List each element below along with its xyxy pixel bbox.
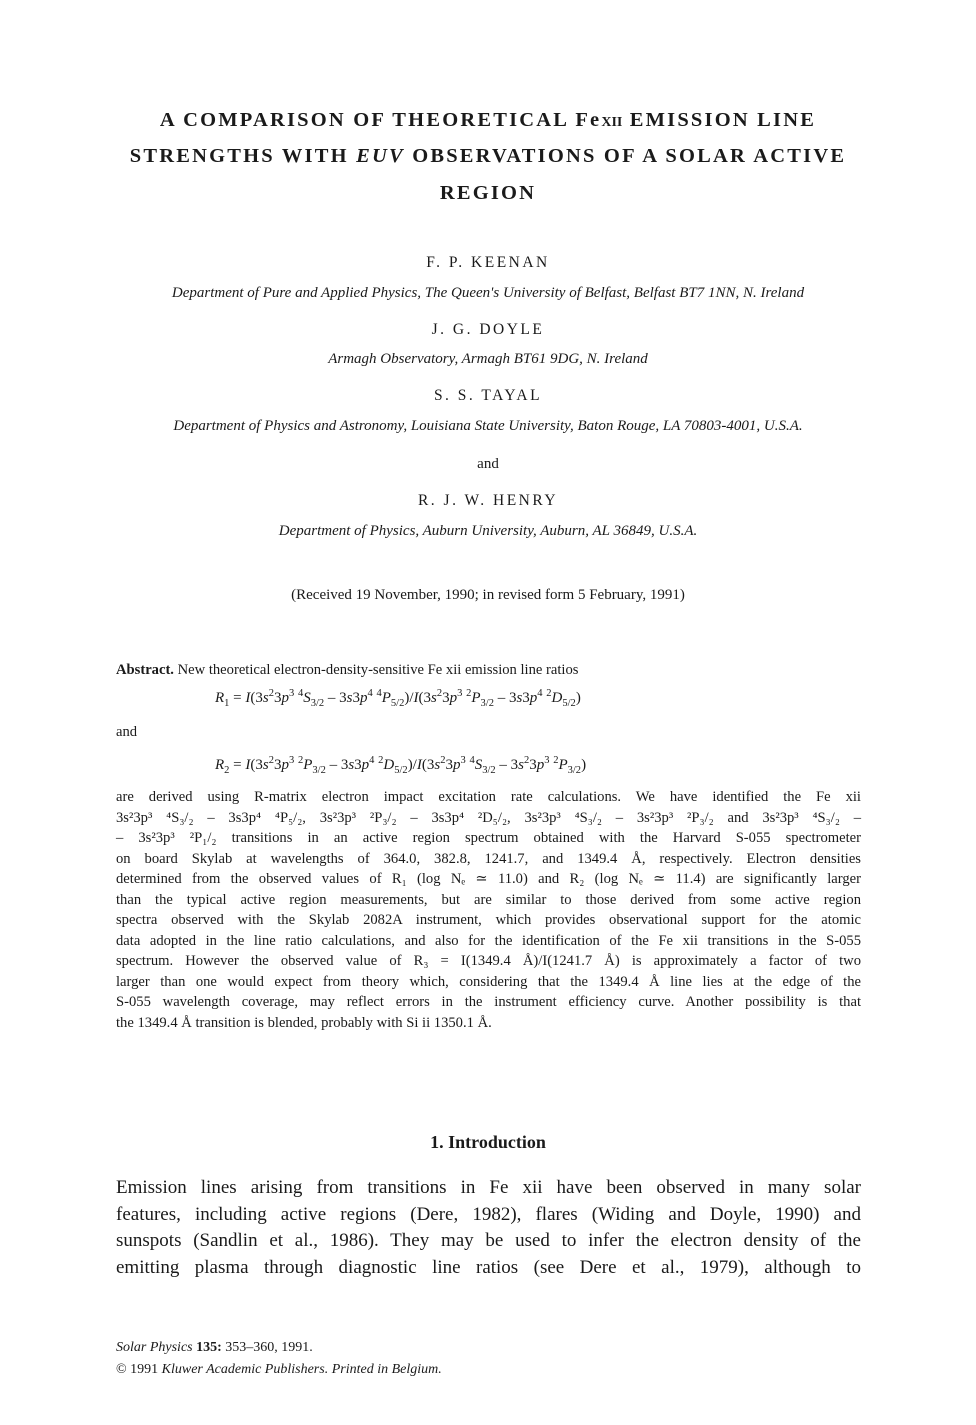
abstract-line: than the typical active region measurements, but are similar to those derived from some active region: [116, 891, 861, 908]
paper-title-line-1: A COMPARISON OF THEORETICAL Fexii EMISSION LINE: [159, 109, 817, 131]
abstract-line: on board Skylab at wavelengths of 364.0, 382.8, 1241.7, and 1349.4 Å, respectively. Electron densities: [116, 850, 861, 867]
author-affiliation-doyle: Armagh Observatory, Armagh BT61 9DG, N. Ireland: [328, 351, 648, 367]
abstract-line: – 3s²3p³ ²P₁/₂ transitions in an active region spectrum obtained with the Harvard S-055 spectrometer: [116, 830, 861, 846]
footer-citation: Solar Physics 135: 353–360, 1991.: [116, 1340, 313, 1355]
abstract-line: are derived using R-matrix electron impact excitation rate calculations. We have identified the Fe xii: [116, 789, 861, 805]
abstract-line: larger than one would expect from theory which, considering that the 1349.4 Å line lies at the edge of the: [116, 973, 861, 990]
author-name-henry: R. J. W. HENRY: [417, 492, 559, 509]
body-line: emitting plasma through diagnostic line ratios (see Dere et al., 1979), although to: [116, 1256, 861, 1278]
abstract-line: the 1349.4 Å transition is blended, probably with Si ii 1350.1 Å.: [116, 1014, 492, 1031]
author-name-keenan: F. P. KEENAN: [426, 254, 550, 271]
abstract-line: 3s²3p³ ⁴S₃/₂ – 3s3p⁴ ⁴P₅/₂, 3s²3p³ ²P₃/₂ – 3s3p⁴ ²D₅/₂, 3s²3p³ ⁴S₃/₂ – 3s²3p³ ²P₃/₂ and 3s²3p³ ⁴S₃/₂ –: [116, 809, 861, 826]
abstract-intro-text: New theoretical electron-density-sensitive Fe xii emission line ratios: [177, 662, 579, 678]
author-affiliation-keenan: Department of Pure and Applied Physics, The Queen's University of Belfast, Belfast BT7 1NN, N. Ireland: [171, 285, 805, 301]
authors-and: and: [477, 456, 499, 472]
body-line: features, including active regions (Dere, 1982), flares (Widing and Doyle, 1990) and: [116, 1203, 861, 1225]
paper-title-line-2: STRENGTHS WITH EUV OBSERVATIONS OF A SOLAR ACTIVE: [129, 145, 847, 167]
abstract-body: [116, 787, 861, 1033]
paper-title-line-3: REGION: [439, 182, 537, 204]
equation-r2: $R_2 = I(3s^23p^3$ $^2P_{3/2} - 3s3p^4$ $^2D_{5/2})/I(3s^23p^3$ $^4S_{3/2} - 3s^23p^3$ $^2P_{3/2}$): [215, 755, 587, 776]
abstract-and: and: [116, 724, 138, 740]
received-dates: (Received 19 November, 1990; in revised form 5 February, 1991): [291, 587, 685, 603]
abstract-line: S-055 wavelength coverage, may reflect errors in the instrument efficiency curve. Another possibility is that: [116, 994, 861, 1010]
abstract-intro: [116, 660, 861, 681]
abstract-line: determined from the observed values of R₁ (log Nₑ ≃ 11.0) and R₂ (log Nₑ ≃ 11.4) are significantly larger: [116, 871, 861, 887]
abstract-line: spectrum. However the observed value of R₃ = I(1349.4 Å)/I(1241.7 Å) is approximately a factor of two: [116, 953, 861, 969]
body-line: sunspots (Sandlin et al., 1986). They may be used to infer the electron density of the: [116, 1230, 861, 1251]
author-name-tayal: S. S. TAYAL: [433, 387, 543, 404]
abstract-label: Abstract.: [116, 662, 174, 678]
author-name-doyle: J. G. DOYLE: [431, 321, 545, 338]
abstract-line: spectra observed with the Skylab 2082A instrument, which provides observational support for the atomic: [116, 912, 861, 928]
footer-copyright: © 1991 Kluwer Academic Publishers. Printed in Belgium.: [116, 1362, 442, 1377]
author-affiliation-tayal: Department of Physics and Astronomy, Louisiana State University, Baton Rouge, LA 70803-4001, U.S.A.: [173, 418, 803, 434]
author-affiliation-henry: Department of Physics, Auburn University, Auburn, AL 36849, U.S.A.: [278, 523, 698, 539]
body-line: Emission lines arising from transitions in Fe xii have been observed in many solar: [116, 1177, 861, 1198]
equation-r1: $R_1 = I(3s^23p^3$ $^4S_{3/2} - 3s3p^4$ $^4P_{5/2})/I(3s^23p^3$ $^2P_{3/2} - 3s3p^4$ $^2D_{5/2}$): [215, 688, 581, 709]
abstract-line: data adopted in the line ratio calculations, and also for the identification of the Fe xii transitions in the S-055: [116, 932, 861, 949]
section-heading-introduction: 1. Introduction: [430, 1132, 546, 1152]
introduction-body: [116, 1175, 861, 1281]
